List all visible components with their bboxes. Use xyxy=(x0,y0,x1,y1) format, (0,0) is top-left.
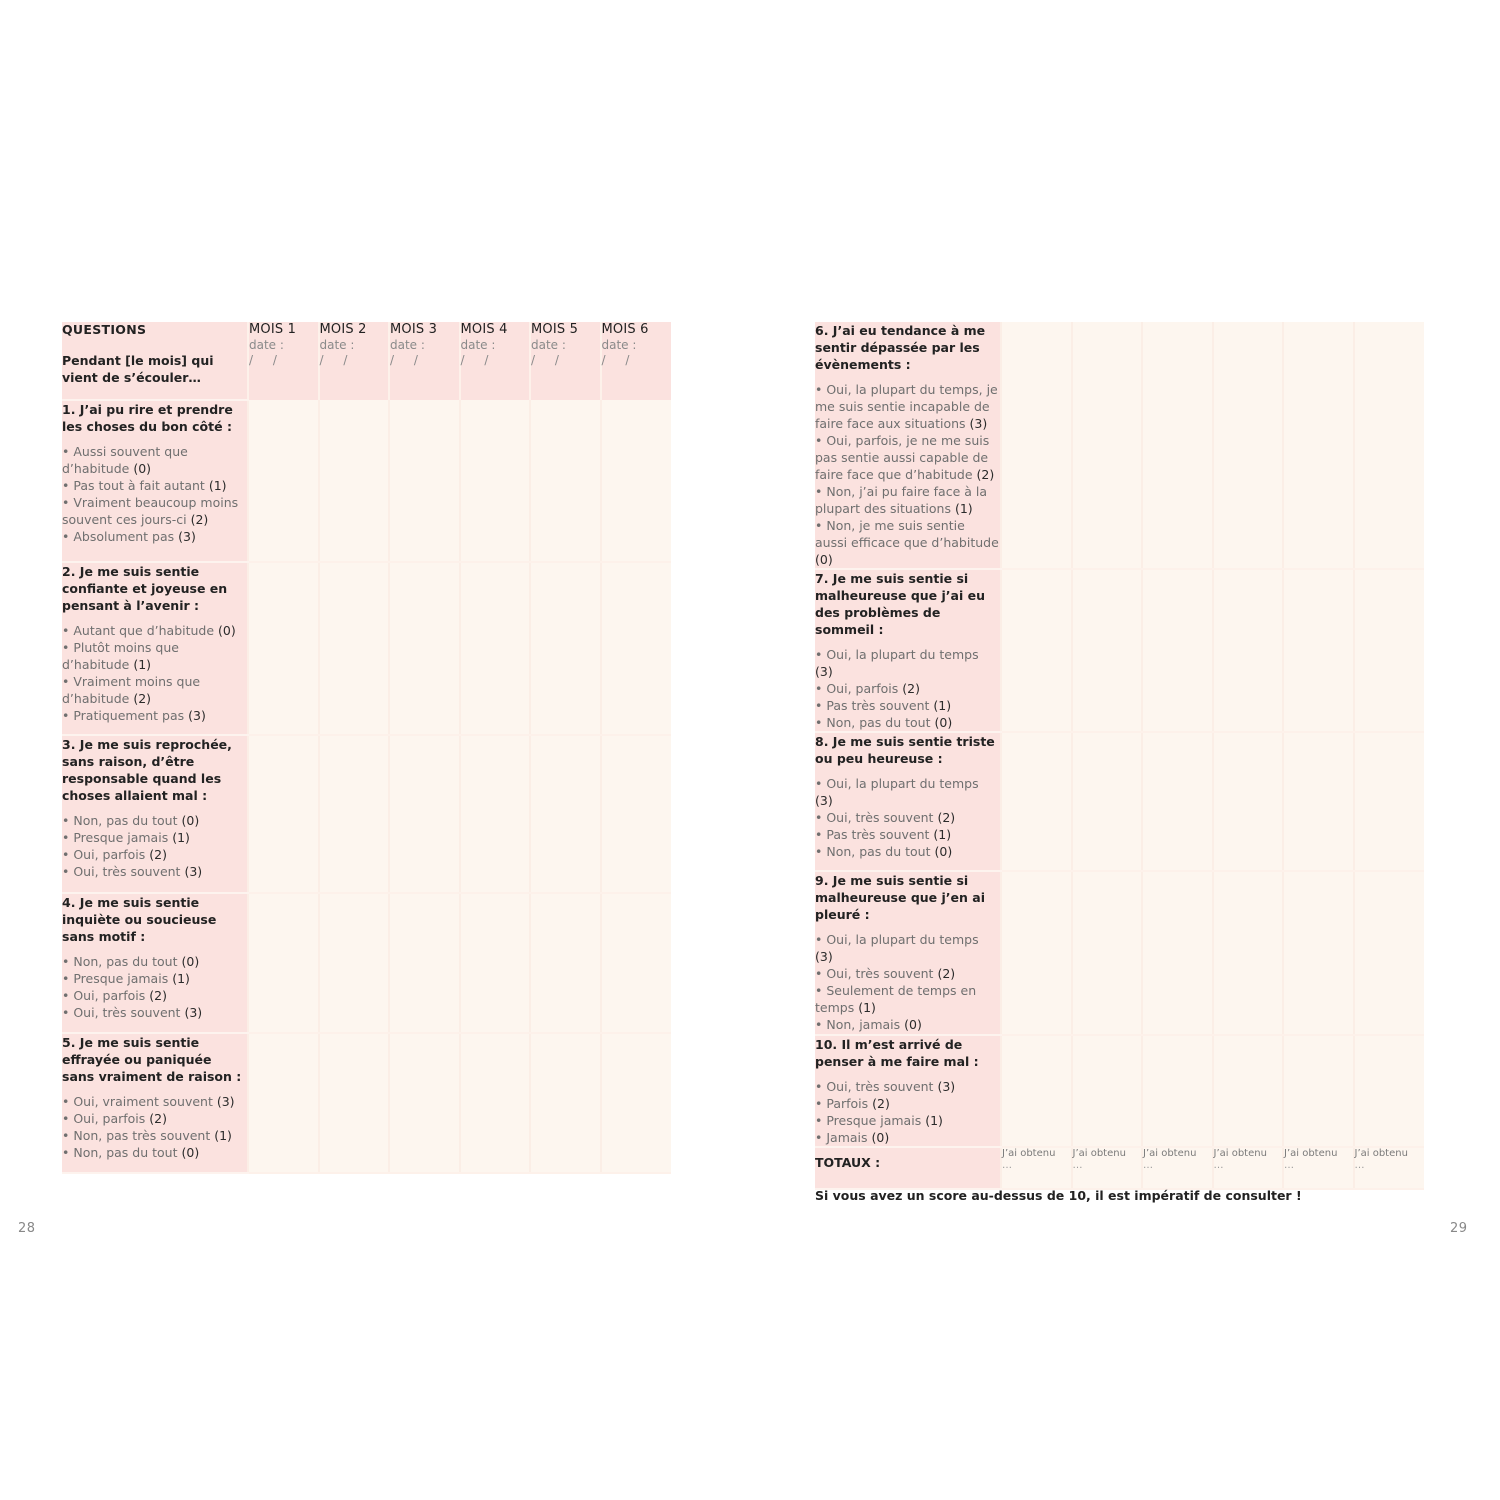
question-row xyxy=(815,871,1424,1035)
answer-cell-month-2[interactable] xyxy=(1072,871,1143,1035)
answer-cell-month-1[interactable] xyxy=(248,400,319,562)
answer-options xyxy=(815,1078,1000,1146)
answer-option-text: • Non, pas du tout xyxy=(815,844,931,859)
answer-cell-month-4[interactable] xyxy=(460,1033,531,1173)
question-title: 4. Je me suis sentie inquiète ou soucieuse sans motif : xyxy=(62,895,217,944)
answer-option xyxy=(815,697,1000,714)
question-title: 9. Je me suis sentie si malheureuse que j’en ai pleuré : xyxy=(815,873,985,922)
date-label[interactable]: date : xyxy=(460,338,496,352)
totals-row xyxy=(815,1147,1424,1189)
date-slashes: / / xyxy=(531,353,567,367)
questions-heading: QUESTIONS xyxy=(62,322,147,337)
answer-cell-month-6[interactable] xyxy=(1354,322,1425,569)
month-label: MOIS 3 xyxy=(390,322,438,337)
answer-option-score: (1) xyxy=(214,1128,232,1143)
month-label: MOIS 1 xyxy=(249,322,297,337)
answer-option-text: • Plutôt moins que d’habitude xyxy=(62,640,179,672)
answer-option-score: (1) xyxy=(954,501,973,516)
date-label[interactable]: date : xyxy=(249,338,284,352)
answer-option-text: • Oui, vraiment souvent xyxy=(62,1094,213,1109)
answer-cell-month-6[interactable] xyxy=(1354,1035,1425,1147)
answer-cell-month-1[interactable] xyxy=(248,1033,319,1173)
answer-option xyxy=(62,829,247,846)
answer-options xyxy=(62,622,247,724)
answer-option-score: (3) xyxy=(937,1079,956,1094)
total-value-placeholder: … xyxy=(1143,1160,1153,1171)
header-row xyxy=(62,322,671,400)
answer-option-score: (2) xyxy=(872,1096,890,1111)
answer-option xyxy=(815,1112,1000,1129)
answer-option-text: • Oui, parfois xyxy=(62,988,146,1003)
answer-cell-month-2[interactable] xyxy=(319,1033,390,1173)
answer-option xyxy=(815,1129,1000,1146)
answer-option-text: • Oui, très souvent xyxy=(815,966,934,981)
total-text: J’ai obtenu xyxy=(1002,1148,1056,1159)
total-cell-month-4[interactable] xyxy=(1213,1147,1284,1189)
answer-option-text: • Presque jamais xyxy=(815,1113,922,1128)
answer-cell-month-1[interactable] xyxy=(1001,322,1072,569)
question-cell xyxy=(815,1035,1001,1147)
answer-option-text: • Oui, parfois xyxy=(815,681,899,696)
answer-cell-month-3[interactable] xyxy=(1142,871,1213,1035)
answer-option-text: • Oui, très souvent xyxy=(815,1079,934,1094)
answer-option-text: • Non, jamais xyxy=(815,1017,901,1032)
question-row xyxy=(62,562,671,735)
answer-option-text: • Non, pas du tout xyxy=(62,1145,178,1160)
question-title: 3. Je me suis reprochée, sans raison, d’être responsable quand les choses allaient mal : xyxy=(62,737,232,803)
answer-option-score: (3) xyxy=(184,864,203,879)
answer-option xyxy=(815,517,1000,568)
month-header-3 xyxy=(389,322,460,400)
answer-cell-month-4[interactable] xyxy=(1213,871,1284,1035)
question-row xyxy=(62,1033,671,1173)
date-label[interactable]: date : xyxy=(390,338,425,352)
total-cell-month-1[interactable] xyxy=(1001,1147,1072,1189)
month-header-6 xyxy=(601,322,672,400)
answer-cell-month-5[interactable] xyxy=(1283,732,1354,871)
answer-option xyxy=(62,1110,247,1127)
answer-cell-month-4[interactable] xyxy=(1213,1035,1284,1147)
question-cell xyxy=(62,735,248,893)
total-text: J’ai obtenu xyxy=(1072,1148,1126,1159)
answer-options xyxy=(62,953,247,1021)
total-value-placeholder: … xyxy=(1213,1160,1224,1171)
answer-options xyxy=(815,931,1000,1033)
answer-option xyxy=(815,809,1000,826)
answer-cell-month-2[interactable] xyxy=(319,400,390,562)
month-label: MOIS 2 xyxy=(319,322,367,337)
answer-cell-month-4[interactable] xyxy=(1213,569,1284,732)
date-slashes: / / xyxy=(319,353,356,367)
answer-option-text: • Absolument pas xyxy=(62,529,175,544)
total-text: J’ai obtenu xyxy=(1143,1148,1197,1159)
answer-cell-month-6[interactable] xyxy=(601,735,672,893)
answer-options xyxy=(815,646,1000,731)
answer-options xyxy=(815,381,1000,568)
answer-cell-month-6[interactable] xyxy=(601,562,672,735)
answer-options xyxy=(62,1093,247,1161)
month-header-1 xyxy=(248,322,319,400)
answer-cell-month-5[interactable] xyxy=(1283,1035,1354,1147)
answer-cell-month-5[interactable] xyxy=(530,1033,601,1173)
answer-option-text: • Oui, parfois xyxy=(62,1111,146,1126)
answer-option-score: (2) xyxy=(902,681,920,696)
question-title: 6. J’ai eu tendance à me sentir dépassée par les évènements : xyxy=(815,323,986,372)
answer-option-text: • Aussi souvent que d’habitude xyxy=(62,444,188,476)
answer-cell-month-3[interactable] xyxy=(389,562,460,735)
answer-option-score: (0) xyxy=(934,715,953,730)
answer-option xyxy=(62,812,247,829)
answer-option-text: • Oui, très souvent xyxy=(815,810,934,825)
answer-cell-month-6[interactable] xyxy=(601,893,672,1033)
answer-option xyxy=(815,1095,1000,1112)
answer-option xyxy=(62,1004,247,1021)
total-cell-month-2[interactable] xyxy=(1072,1147,1143,1189)
answer-cell-month-4[interactable] xyxy=(460,893,531,1033)
answer-option-score: (2) xyxy=(976,467,995,482)
answer-cell-month-6[interactable] xyxy=(1354,871,1425,1035)
total-value-placeholder: … xyxy=(1072,1160,1083,1171)
answer-option-text: • Parfois xyxy=(815,1096,869,1111)
answer-cell-month-5[interactable] xyxy=(530,735,601,893)
answer-option xyxy=(62,494,247,528)
month-label: MOIS 5 xyxy=(531,322,579,337)
answer-option-score: (1) xyxy=(208,478,227,493)
answer-option xyxy=(815,1078,1000,1095)
answer-cell-month-4[interactable] xyxy=(1213,322,1284,569)
answer-option-score: (0) xyxy=(133,461,152,476)
answer-option-score: (0) xyxy=(871,1130,890,1145)
answer-option-score: (2) xyxy=(190,512,209,527)
answer-cell-month-3[interactable] xyxy=(389,1033,460,1173)
answer-cell-month-3[interactable] xyxy=(389,400,460,562)
answer-option-text: • Pas très souvent xyxy=(815,827,930,842)
answer-cell-month-6[interactable] xyxy=(601,400,672,562)
answer-option-text: • Oui, parfois xyxy=(62,847,146,862)
answer-option xyxy=(62,1144,247,1161)
questionnaire-table-right xyxy=(815,322,1424,1190)
total-text: J’ai obtenu xyxy=(1354,1148,1408,1159)
answer-options xyxy=(815,775,1000,860)
answer-option xyxy=(62,622,247,639)
answer-option-score: (3) xyxy=(178,529,196,544)
answer-option-text: • Non, pas du tout xyxy=(62,954,178,969)
answer-option xyxy=(815,646,1000,680)
answer-option xyxy=(62,987,247,1004)
answer-option-text: • Non, pas très souvent xyxy=(62,1128,211,1143)
total-cell-month-3[interactable] xyxy=(1142,1147,1213,1189)
answer-option xyxy=(815,432,1000,483)
answer-option-score: (1) xyxy=(933,698,952,713)
question-row xyxy=(815,1035,1424,1147)
question-title: 2. Je me suis sentie confiante et joyeuse en pensant à l’avenir : xyxy=(62,564,228,613)
totals-label: TOTAUX : xyxy=(815,1155,881,1170)
answer-option xyxy=(815,826,1000,843)
answer-option-score: (1) xyxy=(933,827,952,842)
answer-option xyxy=(815,381,1000,432)
question-title: 8. Je me suis sentie triste ou peu heureuse : xyxy=(815,734,995,766)
answer-option-text: • Jamais xyxy=(815,1130,868,1145)
questionnaire-table-left xyxy=(62,322,671,1174)
question-cell xyxy=(815,322,1001,569)
answer-cell-month-4[interactable] xyxy=(460,400,531,562)
answer-option-text: • Pratiquement pas xyxy=(62,708,185,723)
answer-cell-month-2[interactable] xyxy=(1072,569,1143,732)
questions-body-left xyxy=(62,400,671,1173)
answer-cell-month-5[interactable] xyxy=(530,562,601,735)
answer-option xyxy=(62,846,247,863)
answer-option-text: • Non, je me suis sentie aussi efficace que d’habitude xyxy=(815,518,999,550)
answer-cell-month-1[interactable] xyxy=(248,562,319,735)
answer-option-score: (2) xyxy=(149,988,167,1003)
answer-option-score: (2) xyxy=(133,691,152,706)
answer-cell-month-1[interactable] xyxy=(248,735,319,893)
question-title: 7. Je me suis sentie si malheureuse que j’ai eu des problèmes de sommeil : xyxy=(815,571,985,637)
answer-option xyxy=(815,843,1000,860)
answer-cell-month-4[interactable] xyxy=(460,562,531,735)
answer-cell-month-1[interactable] xyxy=(1001,1035,1072,1147)
answer-option xyxy=(815,1016,1000,1033)
answer-option-score: (3) xyxy=(216,1094,235,1109)
answer-cell-month-6[interactable] xyxy=(1354,569,1425,732)
answer-option-score: (1) xyxy=(858,1000,876,1015)
answer-option-score: (0) xyxy=(181,813,200,828)
date-label[interactable]: date : xyxy=(601,338,637,352)
question-cell xyxy=(62,562,248,735)
answer-cell-month-2[interactable] xyxy=(1072,322,1143,569)
question-cell xyxy=(62,893,248,1033)
answer-option-text: • Non, j’ai pu faire face à la plupart des situations xyxy=(815,484,988,516)
answer-cell-month-2[interactable] xyxy=(319,735,390,893)
answer-cell-month-3[interactable] xyxy=(1142,1035,1213,1147)
answer-option-text: • Oui, très souvent xyxy=(62,1005,181,1020)
answer-option-score: (1) xyxy=(133,657,152,672)
answer-cell-month-3[interactable] xyxy=(1142,322,1213,569)
answer-cell-month-5[interactable] xyxy=(1283,322,1354,569)
answer-option xyxy=(62,707,247,724)
answer-option xyxy=(62,970,247,987)
totals-label-cell xyxy=(815,1147,1001,1189)
answer-option-score: (3) xyxy=(815,793,833,808)
question-row xyxy=(62,893,671,1033)
answer-option-score: (1) xyxy=(172,971,190,986)
answer-option-score: (1) xyxy=(925,1113,943,1128)
answer-cell-month-5[interactable] xyxy=(1283,871,1354,1035)
answer-cell-month-2[interactable] xyxy=(1072,1035,1143,1147)
answer-option xyxy=(62,639,247,673)
answer-option-text: • Vraiment moins que d’habitude xyxy=(62,674,201,706)
question-cell xyxy=(62,400,248,562)
answer-option-score: (0) xyxy=(904,1017,922,1032)
answer-cell-month-4[interactable] xyxy=(1213,732,1284,871)
answer-option-score: (3) xyxy=(815,664,833,679)
question-row xyxy=(815,569,1424,732)
answer-option xyxy=(815,714,1000,731)
answer-option xyxy=(62,477,247,494)
answer-cell-month-1[interactable] xyxy=(1001,732,1072,871)
answer-option-text: • Oui, la plupart du temps, je me suis sentie incapable de faire face aux situations xyxy=(815,382,998,431)
answer-option xyxy=(815,483,1000,517)
answer-cell-month-2[interactable] xyxy=(319,562,390,735)
footer-note: Si vous avez un score au-dessus de 10, il est impératif de consulter ! xyxy=(815,1188,1302,1203)
date-label[interactable]: date : xyxy=(319,338,355,352)
total-text: J’ai obtenu xyxy=(1213,1148,1267,1159)
answer-option-text: • Non, pas du tout xyxy=(62,813,178,828)
question-cell xyxy=(815,871,1001,1035)
month-header-4 xyxy=(460,322,531,400)
answer-option-text: • Presque jamais xyxy=(62,830,169,845)
month-label: MOIS 6 xyxy=(601,322,649,337)
answer-cell-month-2[interactable] xyxy=(319,893,390,1033)
answer-option-score: (3) xyxy=(815,949,833,964)
answer-cell-month-1[interactable] xyxy=(1001,569,1072,732)
answer-cell-month-5[interactable] xyxy=(1283,569,1354,732)
question-row xyxy=(62,400,671,562)
date-slashes: / / xyxy=(460,353,497,367)
month-header-5 xyxy=(530,322,601,400)
answer-option-score: (0) xyxy=(815,552,833,567)
total-value-placeholder: … xyxy=(1002,1160,1012,1171)
total-cell-month-5[interactable] xyxy=(1283,1147,1354,1189)
answer-cell-month-1[interactable] xyxy=(248,893,319,1033)
answer-option-score: (0) xyxy=(934,844,953,859)
date-slashes: / / xyxy=(601,353,638,367)
answer-option-score: (0) xyxy=(181,954,200,969)
date-slashes: / / xyxy=(390,353,426,367)
answer-option xyxy=(62,953,247,970)
total-text: J’ai obtenu xyxy=(1284,1148,1338,1159)
month-header-2 xyxy=(319,322,390,400)
answer-option-text: • Vraiment beaucoup moins souvent ces jours-ci xyxy=(62,495,239,527)
answer-option-text: • Non, pas du tout xyxy=(815,715,931,730)
answer-option-score: (0) xyxy=(181,1145,200,1160)
answer-option-text: • Presque jamais xyxy=(62,971,169,986)
answer-option-score: (2) xyxy=(149,847,167,862)
total-value-placeholder: … xyxy=(1354,1160,1365,1171)
answer-option-score: (3) xyxy=(969,416,988,431)
answer-option-score: (3) xyxy=(184,1005,203,1020)
answer-cell-month-1[interactable] xyxy=(1001,871,1072,1035)
page-number-right: 29 xyxy=(1450,1221,1468,1236)
answer-option-score: (0) xyxy=(218,623,236,638)
answer-option-text: • Seulement de temps en temps xyxy=(815,983,977,1015)
month-label: MOIS 4 xyxy=(460,322,508,337)
answer-cell-month-6[interactable] xyxy=(1354,732,1425,871)
question-title: 5. Je me suis sentie effrayée ou paniquée sans vraiment de raison : xyxy=(62,1035,242,1084)
question-cell xyxy=(62,1033,248,1173)
answer-cell-month-6[interactable] xyxy=(601,1033,672,1173)
answer-option xyxy=(815,982,1000,1016)
answer-option xyxy=(815,965,1000,982)
answer-option-score: (2) xyxy=(149,1111,167,1126)
question-row xyxy=(815,732,1424,871)
answer-cell-month-5[interactable] xyxy=(530,400,601,562)
questions-intro: Pendant [le mois] qui vient de s’écouler… xyxy=(62,353,214,385)
answer-option xyxy=(62,443,247,477)
answer-option-score: (3) xyxy=(188,708,206,723)
question-row xyxy=(62,735,671,893)
total-value-placeholder: … xyxy=(1284,1160,1294,1171)
answer-cell-month-5[interactable] xyxy=(530,893,601,1033)
page-number-left: 28 xyxy=(18,1221,36,1236)
answer-cell-month-3[interactable] xyxy=(1142,569,1213,732)
date-slashes: / / xyxy=(249,353,285,367)
answer-option xyxy=(815,931,1000,965)
answer-options xyxy=(62,443,247,545)
answer-option xyxy=(815,680,1000,697)
answer-cell-month-4[interactable] xyxy=(460,735,531,893)
answer-options xyxy=(62,812,247,880)
answer-option xyxy=(62,863,247,880)
answer-cell-month-2[interactable] xyxy=(1072,732,1143,871)
questions-body-right xyxy=(815,322,1424,1147)
answer-option-text: • Oui, la plupart du temps xyxy=(815,776,979,791)
answer-cell-month-3[interactable] xyxy=(389,735,460,893)
answer-option-score: (2) xyxy=(937,810,956,825)
question-title: 10. Il m’est arrivé de penser à me faire mal : xyxy=(815,1037,979,1069)
answer-option-score: (2) xyxy=(937,966,956,981)
answer-option xyxy=(62,528,247,545)
answer-option-text: • Oui, la plupart du temps xyxy=(815,647,979,662)
answer-cell-month-3[interactable] xyxy=(389,893,460,1033)
answer-option xyxy=(62,1093,247,1110)
answer-option-text: • Autant que d’habitude xyxy=(62,623,215,638)
answer-cell-month-3[interactable] xyxy=(1142,732,1213,871)
question-cell xyxy=(815,732,1001,871)
answer-option-text: • Oui, très souvent xyxy=(62,864,181,879)
question-cell xyxy=(815,569,1001,732)
answer-option xyxy=(815,775,1000,809)
answer-option xyxy=(62,673,247,707)
answer-option-score: (1) xyxy=(172,830,190,845)
answer-option xyxy=(62,1127,247,1144)
answer-option-text: • Pas tout à fait autant xyxy=(62,478,205,493)
date-label[interactable]: date : xyxy=(531,338,566,352)
question-title: 1. J’ai pu rire et prendre les choses du bon côté : xyxy=(62,402,233,434)
answer-option-text: • Oui, la plupart du temps xyxy=(815,932,979,947)
answer-option-text: • Pas très souvent xyxy=(815,698,930,713)
question-row xyxy=(815,322,1424,569)
header-questions-cell xyxy=(62,322,248,400)
answer-option-text: • Oui, parfois, je ne me suis pas sentie aussi capable de faire face que d’habitude xyxy=(815,433,990,482)
total-cell-month-6[interactable] xyxy=(1354,1147,1425,1189)
